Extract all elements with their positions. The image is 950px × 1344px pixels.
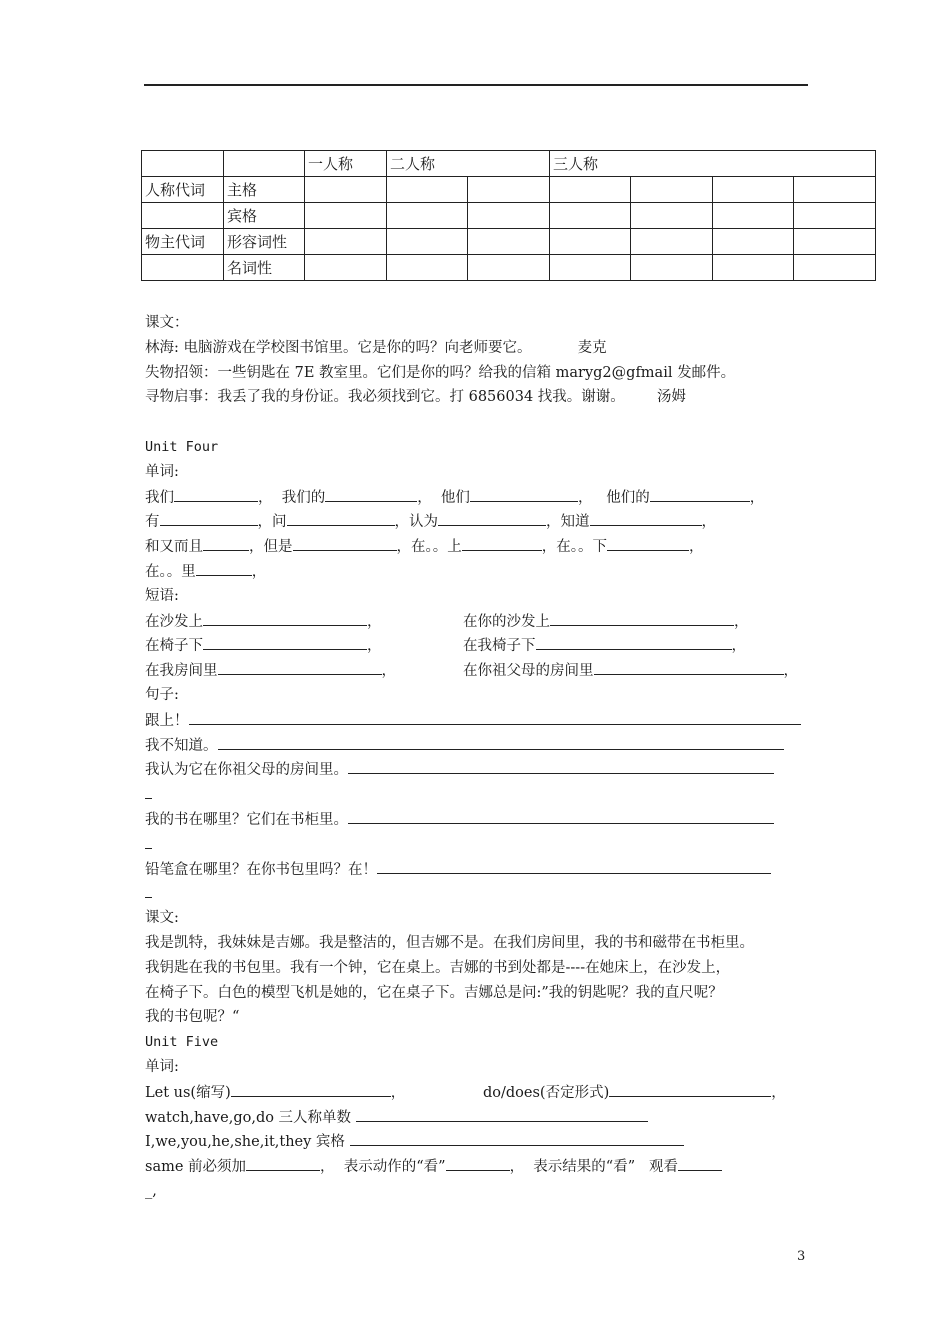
section-heading: 句子: bbox=[145, 686, 179, 703]
pronoun-table bbox=[141, 150, 876, 281]
lesson-line: 在椅子下。白色的模型飞机是她的，它在桌子下。吉娜总是问:”我的钥匙呢？我的直尺呢？ bbox=[145, 984, 723, 1001]
table-row bbox=[142, 203, 876, 229]
lesson-line: 我是凯特，我妹妹是吉娜。我是整洁的，但吉娜不是。在我们房间里，我的书和磁带在书柜里。 bbox=[145, 934, 754, 951]
answer-blank[interactable] bbox=[594, 658, 784, 675]
row-label: 人称代词 bbox=[142, 177, 224, 203]
answer-blank[interactable] bbox=[348, 807, 774, 824]
answer-blank[interactable] bbox=[350, 1129, 684, 1146]
sentence-line: 我认为它在你祖父母的房间里。 bbox=[145, 757, 815, 782]
answer-blank[interactable] bbox=[203, 609, 367, 626]
table-cell bbox=[794, 151, 876, 177]
table-cell bbox=[468, 151, 550, 177]
vocab-line: I,we,you,he,she,it,they 宾格 bbox=[145, 1129, 815, 1154]
row-label bbox=[142, 255, 224, 281]
row-sublabel: 宾格 bbox=[224, 203, 305, 229]
row-sublabel: 主格 bbox=[224, 177, 305, 203]
table-cell bbox=[224, 151, 305, 177]
answer-blank[interactable] bbox=[356, 1105, 648, 1122]
phrase-line: 在椅子下 ， 在我椅子下 ， bbox=[145, 633, 815, 658]
phrase-line: 在我房间里 ， 在你祖父母的房间里 ， bbox=[145, 658, 815, 683]
answer-blank[interactable] bbox=[145, 881, 152, 898]
answer-blank[interactable] bbox=[189, 708, 801, 725]
row-label bbox=[142, 203, 224, 229]
table-cell bbox=[631, 151, 713, 177]
answer-continuation bbox=[145, 832, 815, 857]
answer-blank[interactable] bbox=[287, 509, 395, 526]
answer-blank[interactable] bbox=[231, 1080, 391, 1097]
worksheet-body bbox=[145, 311, 815, 1204]
lesson-line: 失物招领：一些钥匙在 7E 教室里。它们是你的吗？给我的信箱 maryg2@gfmail 发邮件。 bbox=[145, 364, 736, 381]
header-first-person: 一人称 bbox=[305, 151, 387, 177]
vocab-line: Let us(缩写) ， do/does(否定形式) ， bbox=[145, 1080, 815, 1105]
table-row bbox=[142, 177, 876, 203]
header-rule bbox=[144, 84, 808, 86]
vocab-line: 我们 ， 我们的 ， 他们 ， 他们的 ， bbox=[145, 485, 815, 510]
answer-blank[interactable] bbox=[607, 534, 689, 551]
row-sublabel: 形容词性 bbox=[224, 229, 305, 255]
answer-blank[interactable] bbox=[160, 509, 258, 526]
answer-blank[interactable] bbox=[462, 534, 542, 551]
table-row bbox=[142, 255, 876, 281]
section-heading: 短语: bbox=[145, 587, 179, 604]
answer-blank[interactable] bbox=[609, 1080, 771, 1097]
lesson-line: 寻物启事：我丢了我的身份证。我必须找到它。打 6856034 找我。谢谢。 汤姆 bbox=[145, 389, 687, 406]
section-heading: 单词: bbox=[145, 1058, 179, 1075]
answer-blank[interactable] bbox=[246, 1154, 320, 1171]
answer-blank[interactable] bbox=[470, 485, 578, 502]
answer-blank[interactable] bbox=[348, 757, 774, 774]
lesson-line: 林海: 电脑游戏在学校图书馆里。它是你的吗？向老师要它。 麦克 bbox=[145, 339, 607, 356]
answer-blank[interactable] bbox=[203, 633, 367, 650]
answer-blank[interactable] bbox=[377, 857, 771, 874]
section-heading: 单词: bbox=[145, 463, 179, 480]
phrase-line: 在沙发上 ， 在你的沙发上 ， bbox=[145, 609, 815, 634]
lesson-line: 我钥匙在我的书包里。我有一个钟，它在桌上。吉娜的书到处都是----在她床上，在沙发上， bbox=[145, 959, 731, 976]
answer-blank[interactable] bbox=[196, 559, 252, 576]
answer-continuation: _, bbox=[145, 1182, 157, 1199]
answer-blank[interactable] bbox=[218, 658, 382, 675]
table-cell bbox=[713, 151, 794, 177]
vocab-line: 和又而且 ，但是 ，在。。上 ，在。。下 ， bbox=[145, 534, 815, 559]
answer-blank[interactable] bbox=[550, 609, 734, 626]
answer-blank[interactable] bbox=[678, 1154, 722, 1171]
sentence-line: 我的书在哪里？它们在书柜里。 bbox=[145, 807, 815, 832]
answer-blank[interactable] bbox=[438, 509, 546, 526]
unit-title: Unit Five bbox=[145, 1034, 219, 1051]
answer-blank[interactable] bbox=[446, 1154, 510, 1171]
vocab-line: watch,have,go,do 三人称单数 bbox=[145, 1105, 815, 1130]
page-number: 3 bbox=[797, 1249, 806, 1264]
row-sublabel: 名词性 bbox=[224, 255, 305, 281]
answer-blank[interactable] bbox=[218, 733, 784, 750]
answer-blank[interactable] bbox=[325, 485, 417, 502]
header-second-person: 二人称 bbox=[387, 151, 468, 177]
answer-continuation bbox=[145, 782, 815, 807]
header-third-person: 三人称 bbox=[550, 151, 631, 177]
answer-blank[interactable] bbox=[145, 782, 152, 799]
vocab-line: 有 ，问 ，认为 ，知道 ， bbox=[145, 509, 815, 534]
table-row bbox=[142, 229, 876, 255]
section-heading: 课文: bbox=[145, 910, 179, 927]
table-cell bbox=[142, 151, 224, 177]
section-heading: 课文： bbox=[145, 315, 189, 331]
unit-title: Unit Four bbox=[145, 438, 219, 455]
answer-blank[interactable] bbox=[590, 509, 702, 526]
answer-blank[interactable] bbox=[536, 633, 732, 650]
answer-continuation bbox=[145, 881, 815, 906]
table-header-row bbox=[142, 151, 876, 177]
answer-blank[interactable] bbox=[145, 832, 152, 849]
answer-blank[interactable] bbox=[203, 534, 249, 551]
sentence-line: 我不知道。 bbox=[145, 733, 815, 758]
vocab-line: 在。。里 ， bbox=[145, 559, 815, 584]
answer-blank[interactable] bbox=[650, 485, 750, 502]
row-label: 物主代词 bbox=[142, 229, 224, 255]
lesson-line: 我的书包呢？“ bbox=[145, 1009, 240, 1026]
sentence-line: 铅笔盒在哪里？在你书包里吗？在！ bbox=[145, 857, 815, 882]
sentence-line: 跟上！ bbox=[145, 708, 815, 733]
answer-blank[interactable] bbox=[174, 485, 258, 502]
vocab-line: same 前必须加 ， 表示动作的“看” ， 表示结果的“看” 观看 bbox=[145, 1154, 815, 1179]
answer-blank[interactable] bbox=[293, 534, 397, 551]
